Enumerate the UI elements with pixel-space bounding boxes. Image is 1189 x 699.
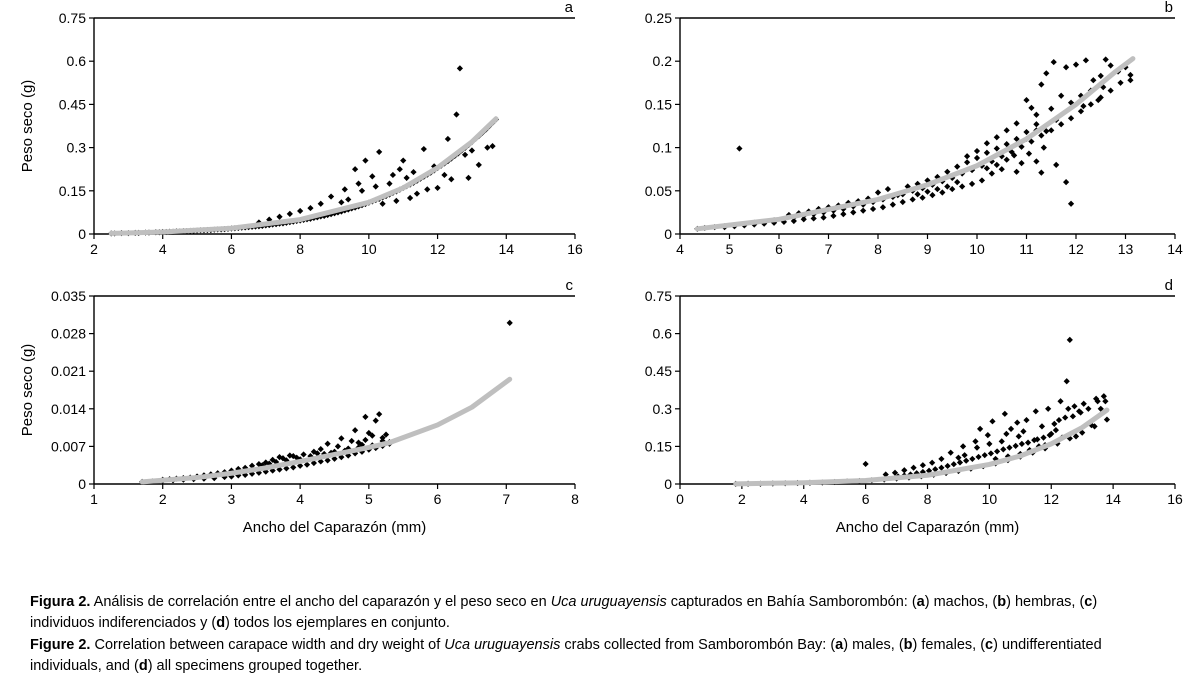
data-point xyxy=(1014,120,1020,126)
caption-spanish-label: Figura 2. xyxy=(30,594,91,610)
data-point xyxy=(945,463,951,469)
data-point xyxy=(457,65,463,71)
caption-english-part5: ) undifferentiated individuals, and ( xyxy=(30,637,1102,675)
y-tick-label: 0.035 xyxy=(50,288,86,304)
data-point xyxy=(300,451,306,457)
x-tick-label: 14 xyxy=(1105,491,1121,507)
data-point xyxy=(1004,157,1010,163)
caption-english-c: c xyxy=(985,637,994,654)
x-tick-label: 16 xyxy=(1167,491,1183,507)
data-point xyxy=(875,189,881,195)
data-point xyxy=(1063,64,1069,70)
data-point xyxy=(386,181,392,187)
data-point xyxy=(345,196,351,202)
x-tick-label: 10 xyxy=(981,491,998,507)
data-point xyxy=(349,438,355,444)
data-point xyxy=(421,146,427,152)
data-point xyxy=(975,454,981,460)
scatter-series xyxy=(108,65,499,236)
data-point xyxy=(1048,106,1054,112)
data-point xyxy=(1064,378,1070,384)
data-point xyxy=(338,435,344,441)
data-point xyxy=(1013,443,1019,449)
panel-letter-d: d xyxy=(1164,278,1173,294)
x-tick-label: 4 xyxy=(296,491,305,507)
data-point xyxy=(974,148,980,154)
data-point xyxy=(999,166,1005,172)
data-point xyxy=(1018,160,1024,166)
data-point xyxy=(1063,179,1069,185)
data-point xyxy=(1117,80,1123,86)
data-point xyxy=(954,164,960,170)
data-point xyxy=(986,441,992,447)
data-point xyxy=(984,165,990,171)
x-tick-label: 5 xyxy=(725,241,734,257)
x-tick-label: 10 xyxy=(361,241,377,257)
fit-curve xyxy=(111,119,496,234)
y-tick-label: 0.028 xyxy=(50,325,86,342)
panel-letter-a: a xyxy=(564,0,573,16)
data-point xyxy=(1038,170,1044,176)
caption-english-part1: Correlation between carapace width and dry weight of xyxy=(90,637,445,654)
x-tick-label: 6 xyxy=(861,491,870,507)
x-axis-title: Ancho del Caparazón (mm) xyxy=(835,519,1020,536)
data-point xyxy=(400,157,406,163)
data-point xyxy=(1065,406,1071,412)
y-tick-label: 0 xyxy=(78,226,86,242)
caption-spanish-d: d xyxy=(216,615,226,632)
data-point xyxy=(1014,169,1020,175)
y-tick-label: 0.75 xyxy=(644,288,672,304)
data-point xyxy=(929,460,935,466)
x-tick-label: 6 xyxy=(433,491,442,507)
data-point xyxy=(955,455,961,461)
data-point xyxy=(963,458,969,464)
caption-spanish-part3: ) machos, ( xyxy=(924,594,998,610)
data-point xyxy=(362,157,368,163)
scatter-series xyxy=(694,56,1133,232)
data-point xyxy=(453,111,459,117)
caption-spanish-part1: Análisis de correlación entre el ancho del caparazón y el peso seco en xyxy=(90,594,551,610)
data-point xyxy=(376,411,382,417)
data-point xyxy=(342,186,348,192)
data-point xyxy=(972,438,978,444)
data-point xyxy=(919,195,925,201)
data-point xyxy=(840,211,846,217)
data-point xyxy=(1058,93,1064,99)
data-point xyxy=(441,172,447,178)
data-point xyxy=(1081,401,1087,407)
data-point xyxy=(1127,77,1133,83)
data-point xyxy=(376,149,382,155)
y-tick-label: 0.75 xyxy=(58,10,86,26)
data-point xyxy=(352,166,358,172)
data-point xyxy=(404,175,410,181)
x-tick-label: 4 xyxy=(158,241,167,257)
x-tick-label: 6 xyxy=(227,241,236,257)
data-point xyxy=(1019,441,1025,447)
data-point xyxy=(318,446,324,452)
y-tick-label: 0 xyxy=(78,476,86,492)
chart-panel-c xyxy=(0,278,589,556)
y-tick-label: 0.25 xyxy=(644,10,672,26)
panel-letter-b: b xyxy=(1164,0,1173,16)
x-tick-label: 13 xyxy=(1117,241,1134,257)
caption-english-part4: ) females, ( xyxy=(912,637,986,654)
data-point xyxy=(393,198,399,204)
data-point xyxy=(1033,112,1039,118)
data-point xyxy=(390,172,396,178)
data-point xyxy=(910,465,916,471)
y-tick-label: 0.15 xyxy=(58,182,86,199)
caption-spanish-part4: ) hembras, ( xyxy=(1006,594,1085,610)
caption-english-part3: ) males, ( xyxy=(843,637,904,654)
data-point xyxy=(982,452,988,458)
data-point xyxy=(507,320,513,326)
data-point xyxy=(938,456,944,462)
caption-english xyxy=(30,635,1165,677)
chart-svg-a xyxy=(0,0,589,278)
x-tick-label: 8 xyxy=(296,241,305,257)
data-point xyxy=(1073,62,1079,68)
x-tick-label: 2 xyxy=(90,241,98,257)
y-tick-label: 0.6 xyxy=(66,53,86,70)
data-point xyxy=(1023,97,1029,103)
data-point xyxy=(890,202,896,208)
figure-caption xyxy=(30,592,1165,678)
data-point xyxy=(1056,417,1062,423)
data-point xyxy=(359,188,365,194)
x-tick-label: 8 xyxy=(923,491,932,507)
data-point xyxy=(1033,408,1039,414)
data-point xyxy=(362,414,368,420)
data-point xyxy=(1025,440,1031,446)
scatter-series xyxy=(139,320,513,485)
y-tick-label: 0.3 xyxy=(652,400,672,417)
y-tick-label: 0.15 xyxy=(644,438,672,455)
fit-curve xyxy=(697,59,1133,229)
data-point xyxy=(989,170,995,176)
data-point xyxy=(999,438,1005,444)
data-point xyxy=(1098,73,1104,79)
caption-spanish xyxy=(30,592,1165,634)
y-tick-label: 0.45 xyxy=(644,363,672,380)
data-point xyxy=(910,196,916,202)
y-tick-label: 0.2 xyxy=(652,53,672,70)
caption-english-part6: ) all specimens grouped together. xyxy=(147,658,363,675)
data-point xyxy=(885,186,891,192)
x-tick-label: 16 xyxy=(567,241,583,257)
x-tick-label: 6 xyxy=(775,241,783,257)
data-point xyxy=(954,179,960,185)
caption-english-b: b xyxy=(903,637,913,654)
data-point xyxy=(994,134,1000,140)
x-tick-label: 8 xyxy=(571,491,579,507)
data-point xyxy=(1033,158,1039,164)
data-point xyxy=(944,183,950,189)
data-point xyxy=(977,426,983,432)
data-point xyxy=(410,169,416,175)
data-point xyxy=(1045,406,1051,412)
data-point xyxy=(328,193,334,199)
y-tick-label: 0.1 xyxy=(652,139,672,156)
data-point xyxy=(318,201,324,207)
data-point xyxy=(1053,427,1059,433)
data-point xyxy=(1038,132,1044,138)
x-tick-label: 7 xyxy=(824,241,833,257)
data-point xyxy=(297,208,303,214)
chart-panel-a xyxy=(0,0,589,278)
data-point xyxy=(964,159,970,165)
data-point xyxy=(1039,423,1045,429)
data-point xyxy=(811,215,817,221)
y-tick-label: 0.6 xyxy=(652,325,672,342)
x-tick-label: 9 xyxy=(923,241,932,257)
data-point xyxy=(1071,403,1077,409)
x-tick-label: 2 xyxy=(737,491,746,507)
data-point xyxy=(830,213,836,219)
data-point xyxy=(1062,414,1068,420)
caption-spanish-part2: capturados en Bahía Samborombón: ( xyxy=(666,594,917,610)
y-axis-title: Peso seco (g) xyxy=(19,79,36,173)
chart-svg-b xyxy=(600,0,1189,278)
chart-svg-c xyxy=(0,278,589,556)
x-tick-label: 7 xyxy=(502,491,511,507)
caption-spanish-a: a xyxy=(916,594,925,610)
data-point xyxy=(949,186,955,192)
data-point xyxy=(489,143,495,149)
y-tick-label: 0.45 xyxy=(58,96,86,113)
data-point xyxy=(962,452,968,458)
x-tick-label: 2 xyxy=(158,491,167,507)
caption-english-label: Figure 2. xyxy=(30,637,91,654)
data-point xyxy=(1004,127,1010,133)
data-point xyxy=(325,441,331,447)
data-point xyxy=(465,175,471,181)
data-point xyxy=(1000,446,1006,452)
data-point xyxy=(476,162,482,168)
data-point xyxy=(934,186,940,192)
y-tick-label: 0.3 xyxy=(66,139,86,156)
data-point xyxy=(1020,428,1026,434)
caption-spanish-c: c xyxy=(1084,594,1093,610)
data-point xyxy=(424,186,430,192)
data-point xyxy=(380,201,386,207)
data-point xyxy=(276,214,282,220)
fit-curve xyxy=(142,379,510,482)
y-tick-label: 0 xyxy=(664,226,672,242)
data-point xyxy=(1051,59,1057,65)
data-point xyxy=(1026,151,1032,157)
data-point xyxy=(469,147,475,153)
data-point xyxy=(1041,145,1047,151)
data-point xyxy=(957,459,963,465)
data-point xyxy=(870,206,876,212)
data-point xyxy=(863,461,869,467)
caption-english-part2: crabs collected from Samborombón Bay: ( xyxy=(560,637,836,654)
data-point xyxy=(1070,413,1076,419)
data-point xyxy=(900,199,906,205)
data-point xyxy=(974,155,980,161)
data-point xyxy=(939,189,945,195)
data-point xyxy=(434,185,440,191)
chart-panel-d xyxy=(600,278,1189,556)
data-point xyxy=(1043,70,1049,76)
data-point xyxy=(373,418,379,424)
data-point xyxy=(1085,406,1091,412)
data-point xyxy=(462,152,468,158)
data-point xyxy=(1014,419,1020,425)
x-tick-label: 4 xyxy=(799,491,808,507)
data-point xyxy=(1053,162,1059,168)
scatter-series xyxy=(733,337,1110,487)
data-point xyxy=(974,445,980,451)
y-tick-label: 0.021 xyxy=(50,363,86,380)
data-point xyxy=(307,205,313,211)
data-point xyxy=(915,191,921,197)
x-axis-title: Ancho del Caparazón (mm) xyxy=(242,519,427,536)
data-point xyxy=(1058,121,1064,127)
data-point xyxy=(1023,129,1029,135)
data-point xyxy=(338,199,344,205)
data-point xyxy=(1108,87,1114,93)
data-point xyxy=(1088,101,1094,107)
caption-spanish-part5: ) individuos indiferenciados y ( xyxy=(30,594,1098,632)
x-tick-label: 5 xyxy=(364,491,373,507)
data-point xyxy=(1078,108,1084,114)
data-point xyxy=(1057,398,1063,404)
y-tick-label: 0.007 xyxy=(50,438,86,455)
data-point xyxy=(820,214,826,220)
x-tick-label: 0 xyxy=(676,491,684,507)
x-tick-label: 10 xyxy=(969,241,985,257)
data-point xyxy=(352,427,358,433)
data-point xyxy=(860,208,866,214)
caption-spanish-part6: ) todos los ejemplares en conjunto. xyxy=(225,615,450,632)
data-point xyxy=(1090,77,1096,83)
data-point xyxy=(1067,337,1073,343)
data-point xyxy=(1104,416,1110,422)
data-point xyxy=(414,191,420,197)
data-point xyxy=(929,192,935,198)
data-point xyxy=(1006,445,1012,451)
data-point xyxy=(960,443,966,449)
data-point xyxy=(959,183,965,189)
y-axis-title: Peso seco (g) xyxy=(19,343,36,437)
data-point xyxy=(397,166,403,172)
data-point xyxy=(984,140,990,146)
data-point xyxy=(287,211,293,217)
data-point xyxy=(948,450,954,456)
data-point xyxy=(362,437,368,443)
data-point xyxy=(1048,127,1054,133)
data-point xyxy=(407,195,413,201)
data-point xyxy=(1033,121,1039,127)
data-point xyxy=(369,173,375,179)
x-tick-label: 14 xyxy=(1167,241,1183,257)
data-point xyxy=(355,181,361,187)
data-point xyxy=(979,177,985,183)
data-point xyxy=(1068,115,1074,121)
data-point xyxy=(445,136,451,142)
data-point xyxy=(984,150,990,156)
data-point xyxy=(1003,431,1009,437)
chart-svg-d xyxy=(600,278,1189,556)
caption-english-a: a xyxy=(835,637,844,654)
data-point xyxy=(1016,433,1022,439)
data-point xyxy=(1102,398,1108,404)
data-point xyxy=(1083,57,1089,63)
data-point xyxy=(924,189,930,195)
data-point xyxy=(994,162,1000,168)
chart-panel-b xyxy=(600,0,1189,278)
x-tick-label: 12 xyxy=(429,241,446,257)
data-point xyxy=(1108,62,1114,68)
x-tick-label: 11 xyxy=(1019,241,1034,257)
x-tick-label: 3 xyxy=(227,491,236,507)
data-point xyxy=(964,153,970,159)
x-tick-label: 12 xyxy=(1068,241,1084,257)
data-point xyxy=(994,448,1000,454)
data-point xyxy=(1038,81,1044,87)
data-point xyxy=(484,145,490,151)
caption-spanish-b: b xyxy=(997,594,1007,610)
x-tick-label: 12 xyxy=(1043,491,1060,507)
data-point xyxy=(1103,56,1109,62)
caption-english-d: d xyxy=(138,658,148,675)
data-point xyxy=(1080,103,1086,109)
data-point xyxy=(985,432,991,438)
x-tick-label: 1 xyxy=(90,491,98,507)
caption-divider xyxy=(0,582,1189,583)
caption-english-species: Uca uruguayensis xyxy=(444,637,561,654)
data-point xyxy=(989,418,995,424)
data-point xyxy=(938,465,944,471)
data-point xyxy=(1002,411,1008,417)
data-point xyxy=(373,183,379,189)
y-tick-label: 0.05 xyxy=(644,182,672,199)
y-tick-label: 0.014 xyxy=(50,400,86,417)
data-point xyxy=(1023,417,1029,423)
data-point xyxy=(335,443,341,449)
panel-letter-c: c xyxy=(565,278,573,294)
data-point xyxy=(1068,201,1074,207)
data-point xyxy=(1028,105,1034,111)
data-point xyxy=(969,181,975,187)
data-point xyxy=(988,450,994,456)
data-point xyxy=(448,176,454,182)
data-point xyxy=(1008,426,1014,432)
data-point xyxy=(880,204,886,210)
data-point xyxy=(850,209,856,215)
x-tick-label: 4 xyxy=(676,241,684,257)
x-tick-label: 14 xyxy=(498,241,515,257)
data-point xyxy=(736,145,742,151)
y-tick-label: 0.15 xyxy=(644,96,672,113)
x-tick-label: 8 xyxy=(874,241,882,257)
data-point xyxy=(1051,421,1057,427)
data-point xyxy=(951,461,957,467)
data-point xyxy=(994,145,1000,151)
y-tick-label: 0 xyxy=(664,476,672,492)
data-point xyxy=(920,462,926,468)
data-point xyxy=(1040,435,1046,441)
data-point xyxy=(969,456,975,462)
data-point xyxy=(1101,393,1107,399)
caption-spanish-species: Uca uruguayensis xyxy=(550,594,667,610)
